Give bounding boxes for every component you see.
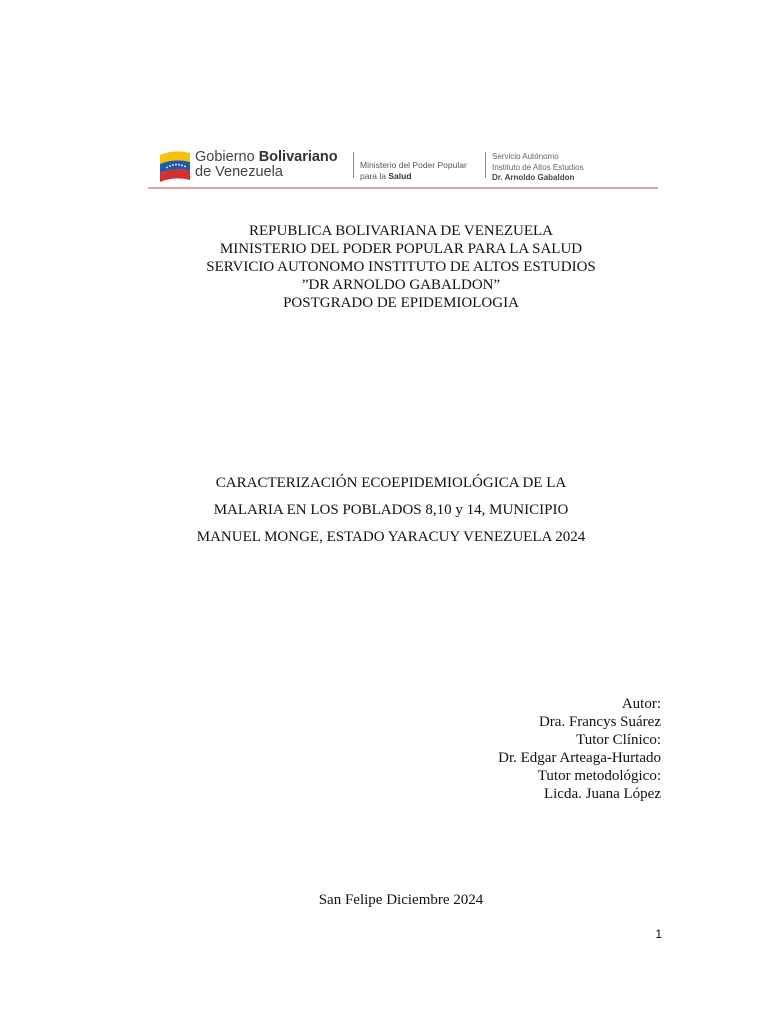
- service-logo-text: [492, 152, 584, 184]
- service-line1: Servicio Autónomo: [492, 152, 559, 161]
- venezuela-flag-icon: [158, 147, 192, 183]
- institution-line: ”DR ARNOLDO GABALDON”: [301, 277, 501, 293]
- clinical-tutor-name: Dr. Edgar Arteaga-Hurtado: [498, 750, 661, 766]
- methodology-tutor-name: Licda. Juana López: [543, 786, 661, 802]
- service-line3: Dr. Arnoldo Gabaldon: [492, 173, 575, 182]
- service-line2: Instituto de Altos Estudios: [492, 162, 584, 172]
- place-date: San Felipe Diciembre 2024: [318, 892, 484, 908]
- title-line: MALARIA EN LOS POBLADOS 8,10 y 14, MUNICIPIO: [213, 502, 569, 518]
- title-line: CARACTERIZACIÓN ECOEPIDEMIOLÓGICA DE LA: [215, 475, 567, 491]
- gov-line1-prefix: Gobierno: [195, 149, 259, 165]
- ministry-line2-prefix: para la: [360, 171, 389, 181]
- institution-line: MINISTERIO DEL PODER POPULAR PARA LA SALUD: [219, 241, 583, 257]
- institution-line: SERVICIO AUTONOMO INSTITUTO DE ALTOS ESTUDIOS: [206, 259, 596, 275]
- gov-line1-bold: Bolivariano: [258, 149, 338, 165]
- institution-line: REPUBLICA BOLIVARIANA DE VENEZUELA: [248, 223, 554, 239]
- banner-divider-1: [353, 152, 354, 178]
- ministry-logo-text: [360, 160, 467, 182]
- clinical-tutor-label: Tutor Clínico:: [576, 732, 661, 748]
- government-logo-text: [195, 150, 338, 180]
- institution-header: [0, 222, 768, 312]
- author-name: Dra. Francys Suárez: [538, 714, 661, 730]
- author-label: Autor:: [621, 696, 661, 712]
- gov-line2: de Venezuela: [195, 164, 283, 180]
- methodology-tutor-label: Tutor metodológico:: [537, 768, 661, 784]
- ministry-line1: Ministerio del Poder Popular: [360, 160, 467, 170]
- header-banner: [148, 143, 658, 189]
- header-rule: [148, 187, 658, 189]
- ministry-line2-bold: Salud: [388, 171, 412, 181]
- authors-block: [498, 695, 661, 803]
- banner-divider-2: [485, 152, 486, 178]
- institution-line: POSTGRADO DE EPIDEMIOLOGIA: [283, 295, 519, 311]
- title-line: MANUEL MONGE, ESTADO YARACUY VENEZUELA 2024: [196, 529, 586, 545]
- document-title: [0, 470, 768, 551]
- page-number: 1: [655, 927, 662, 941]
